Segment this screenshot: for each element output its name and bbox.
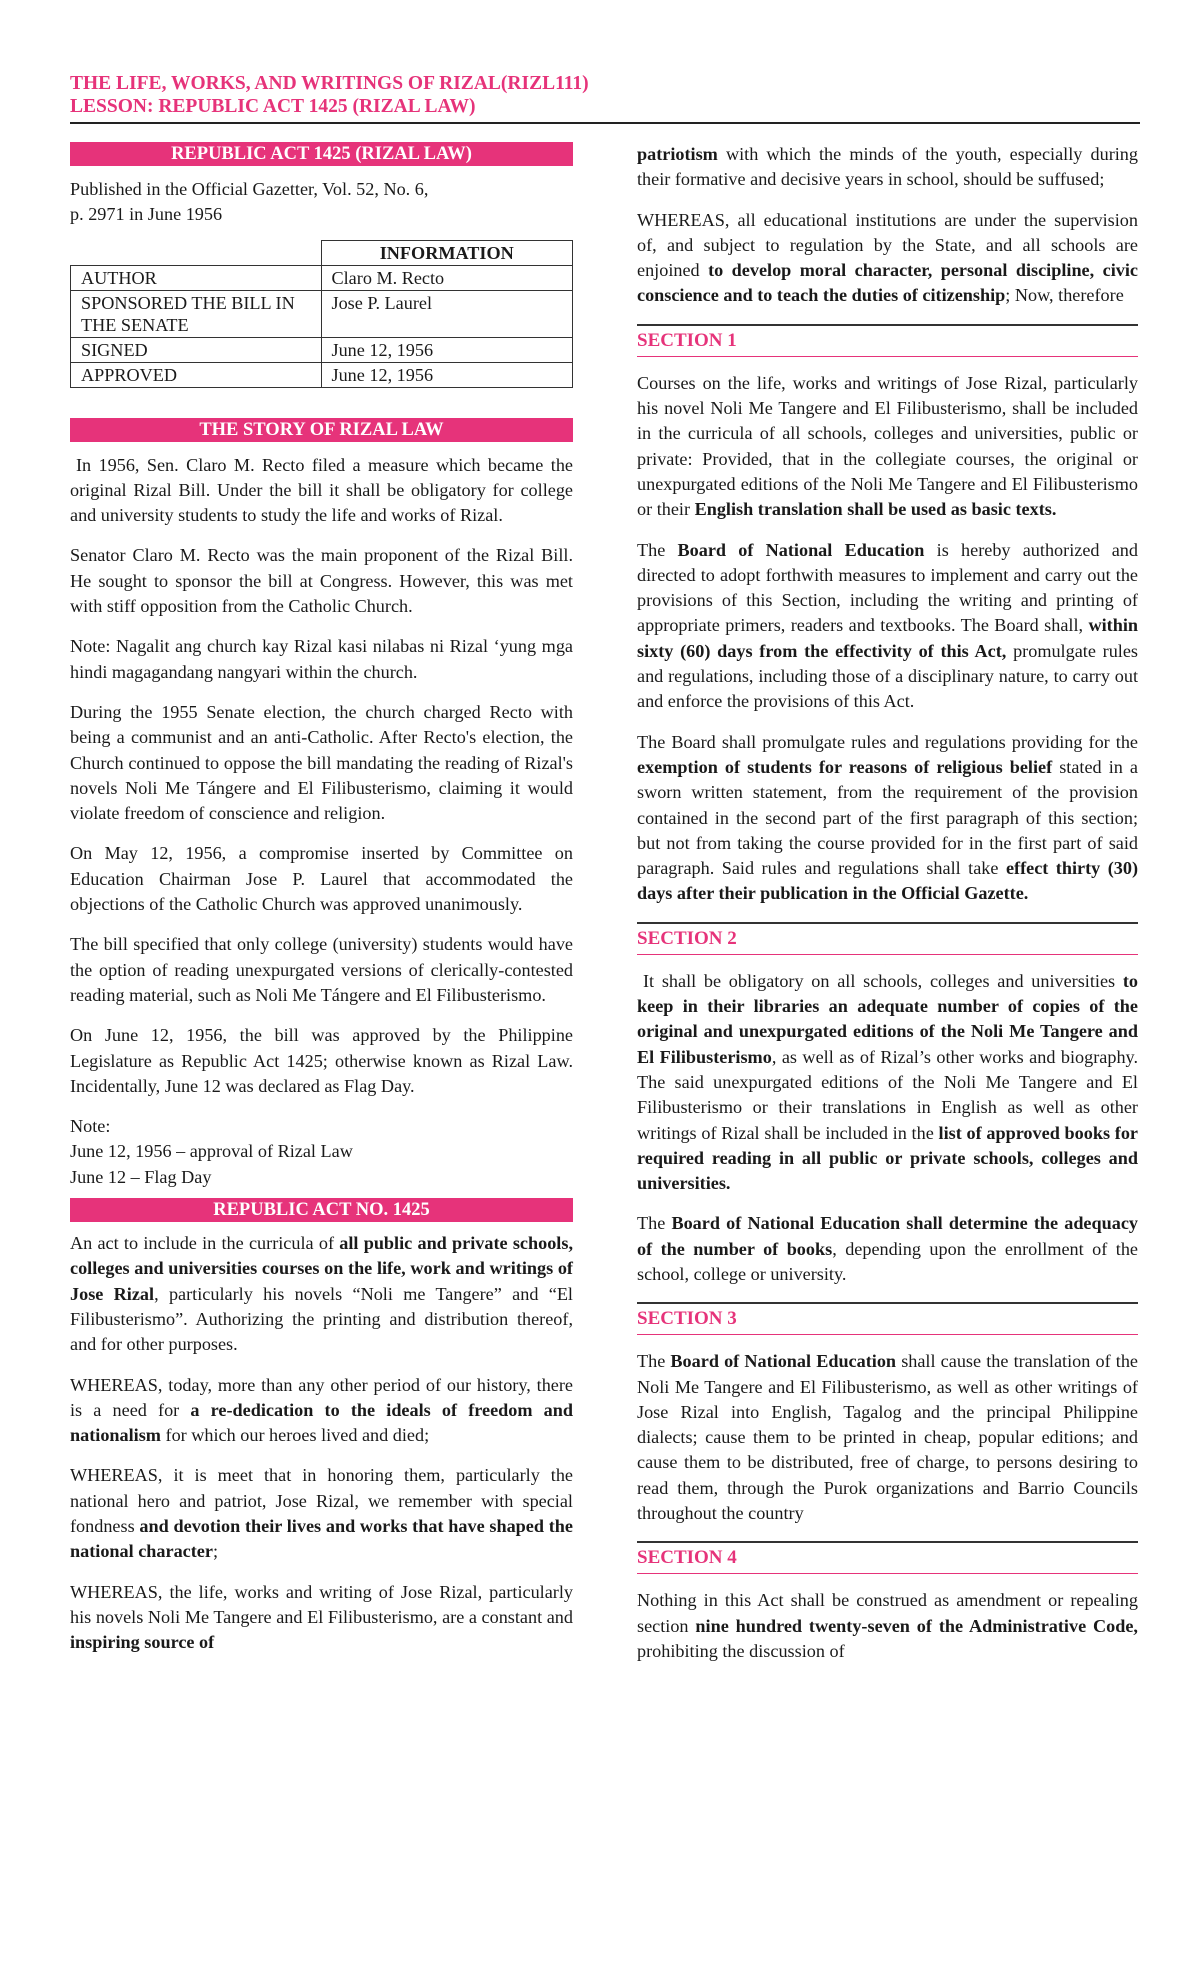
- section-1-paragraph: Courses on the life, works and writings of Jose Rizal, particularly his novel Noli Me Tangere and El Filibusterismo, shall be included in the curricula of all schools, colleges and universities, public or private: Provided, that in the collegiate courses, the original or unexpurgated editions of the Noli Me Tangere and El Filibusterismo or their English translation shall be used as basic texts.: [637, 372, 1138, 520]
- section-1-paragraph: The Board of National Education is hereby authorized and directed to adopt forthwith measures to implement and carry out the provisions of this Section, including the writing and printing of appropriate primers, readers and textbooks. The Board shall, within sixty (60) days from the effectivity of this Act, promulgate rules and regulations, including those of a disciplinary nature, to carry out and enforce the provisions of this Act.: [637, 539, 1139, 712]
- section-2-heading: SECTION 2: [637, 922, 1138, 955]
- header-rule: [70, 122, 1140, 124]
- published-line-1: Published in the Official Gazetter, Vol. 52, No. 6,: [70, 179, 429, 199]
- right-column: [637, 142, 1138, 1679]
- left-column: [70, 142, 573, 1670]
- table-row: SIGNED June 12, 1956: [71, 337, 573, 362]
- section-2-paragraph: The Board of National Education shall determine the adequacy of the number of books, depending upon the enrollment of the school, college or university.: [637, 1213, 1138, 1284]
- table-row: SPONSORED THE BILL IN THE SENATE Jose P. Laurel: [71, 290, 573, 337]
- section-bar-ra-1425: REPUBLIC ACT NO. 1425: [70, 1198, 573, 1222]
- story-paragraph: On June 12, 1956, the bill was approved by the Philippine Legislature as Republic Act 1425; otherwise known as Rizal Law. Incidentally, June 12 was declared as Flag Day.: [70, 1025, 573, 1096]
- information-table: [70, 240, 573, 388]
- whereas-paragraph: WHEREAS, today, more than any other period of our history, there is a need for a re-dedication to the ideals of freedom and nationalism for which our heroes lived and died;: [70, 1374, 573, 1446]
- act-title-paragraph: An act to include in the curricula of all public and private schools, colleges and universities courses on the life, work and writings of Jose Rizal, particularly his novels “Noli me Tangere” and “El Filibusterismo”. Authorizing the printing and distribution thereof, and for other purposes.: [70, 1233, 573, 1355]
- table-header: INFORMATION: [321, 240, 573, 265]
- note-label: Note:: [70, 1116, 111, 1137]
- course-title: THE LIFE, WORKS, AND WRITINGS OF RIZAL(RIZL111): [70, 73, 589, 94]
- story-paragraph: Note: Nagalit ang church kay Rizal kasi nilabas ni Rizal ‘yung mga hindi magagandang nangyari within the church.: [70, 636, 573, 682]
- section-bar-story: THE STORY OF RIZAL LAW: [70, 418, 573, 442]
- table-row: AUTHOR Claro M. Recto: [71, 265, 573, 290]
- section-4-paragraph: Nothing in this Act shall be construed as amendment or repealing section nine hundred twenty-seven of the Administrative Code, prohibiting the discussion of: [637, 1590, 1138, 1661]
- story-paragraph: The bill specified that only college (university) students would have the option of reading unexpurgated versions of clerically-contested reading material, such as Noli Me Tángere and El Filibusterismo.: [70, 934, 573, 1005]
- story-paragraph: Senator Claro M. Recto was the main proponent of the Rizal Bill. He sought to sponsor the bill at Congress. However, this was met with stiff opposition from the Catholic Church.: [70, 545, 573, 617]
- note-line: June 12 – Flag Day: [70, 1166, 212, 1187]
- story-paragraph: On May 12, 1956, a compromise inserted by Committee on Education Chairman Jose P. Laurel that accommodated the objections of the Catholic Church was approved unanimously.: [70, 843, 573, 915]
- whereas-paragraph-continued: patriotism with which the minds of the youth, especially during their formative and decisive years in school, should be suffused;: [637, 144, 1138, 190]
- story-paragraph: During the 1955 Senate election, the church charged Recto with being a communist and an anti-Catholic. After Recto's election, the Church continued to oppose the bill mandating the reading of Rizal's novels Noli Me Tángere and El Filibusterismo, claiming it would violate freedom of conscience and religion.: [70, 701, 573, 824]
- section-2-paragraph: It shall be obligatory on all schools, colleges and universities to keep in their libraries an adequate number of copies of the original and unexpurgated editions of the Noli Me Tangere and El Filibusterismo, as well as of Rizal’s other works and biography. The said unexpurgated editions of the Noli Me Tangere and El Filibusterismo or their translations in English as well as other writings of Rizal shall be included in the list of approved books for required reading in all public or private schools, colleges and universities.: [637, 970, 1138, 1194]
- section-3-paragraph: The Board of National Education shall cause the translation of the Noli Me Tangere and El Filibusterismo, as well as other writings of Jose Rizal into English, Tagalog and the principal Philippine dialects; cause them to be printed in cheap, popular editions; and cause them to be distributed, free of charge, to persons desiring to read them, through the Purok organizations and Barrio Councils throughout the country: [637, 1351, 1138, 1524]
- note-line: June 12, 1956 – approval of Rizal Law: [70, 1141, 353, 1162]
- section-1-paragraph: The Board shall promulgate rules and regulations providing for the exemption of students for reasons of religious belief stated in a sworn written statement, from the requirement of the provision contained in the second part of the first paragraph of this section; but not from taking the course provided for in the first part of said paragraph. Said rules and regulations shall take effect thirty (30) days after their publication in the Official Gazette.: [637, 731, 1139, 904]
- whereas-paragraph: WHEREAS, it is meet that in honoring them, particularly the national hero and patriot, Jose Rizal, we remember with special fondness and devotion their lives and works that have shaped the national character;: [70, 1465, 573, 1562]
- whereas-paragraph: WHEREAS, the life, works and writing of Jose Rizal, particularly his novels Noli Me Tangere and El Filibusterismo, are a constant and inspiring source of: [70, 1581, 573, 1653]
- story-paragraph: In 1956, Sen. Claro M. Recto filed a measure which became the original Rizal Bill. Under the bill it shall be obligatory for college and university students to study the life and works of Rizal.: [70, 454, 573, 526]
- section-bar-rizal-law: REPUBLIC ACT 1425 (RIZAL LAW): [70, 142, 573, 166]
- page-header: [70, 72, 1140, 118]
- section-1-heading: SECTION 1: [637, 324, 1138, 357]
- section-3-heading: SECTION 3: [637, 1302, 1138, 1335]
- table-row: APPROVED June 12, 1956: [71, 362, 573, 387]
- whereas-paragraph: WHEREAS, all educational institutions are under the supervision of, and subject to regulation by the State, and all schools are enjoined to develop moral character, personal discipline, civic conscience and to teach the duties of citizenship; Now, therefore: [637, 209, 1138, 306]
- lesson-title: LESSON: REPUBLIC ACT 1425 (RIZAL LAW): [70, 96, 476, 117]
- published-line-2: p. 2971 in June 1956: [70, 204, 223, 225]
- section-4-heading: SECTION 4: [637, 1541, 1138, 1574]
